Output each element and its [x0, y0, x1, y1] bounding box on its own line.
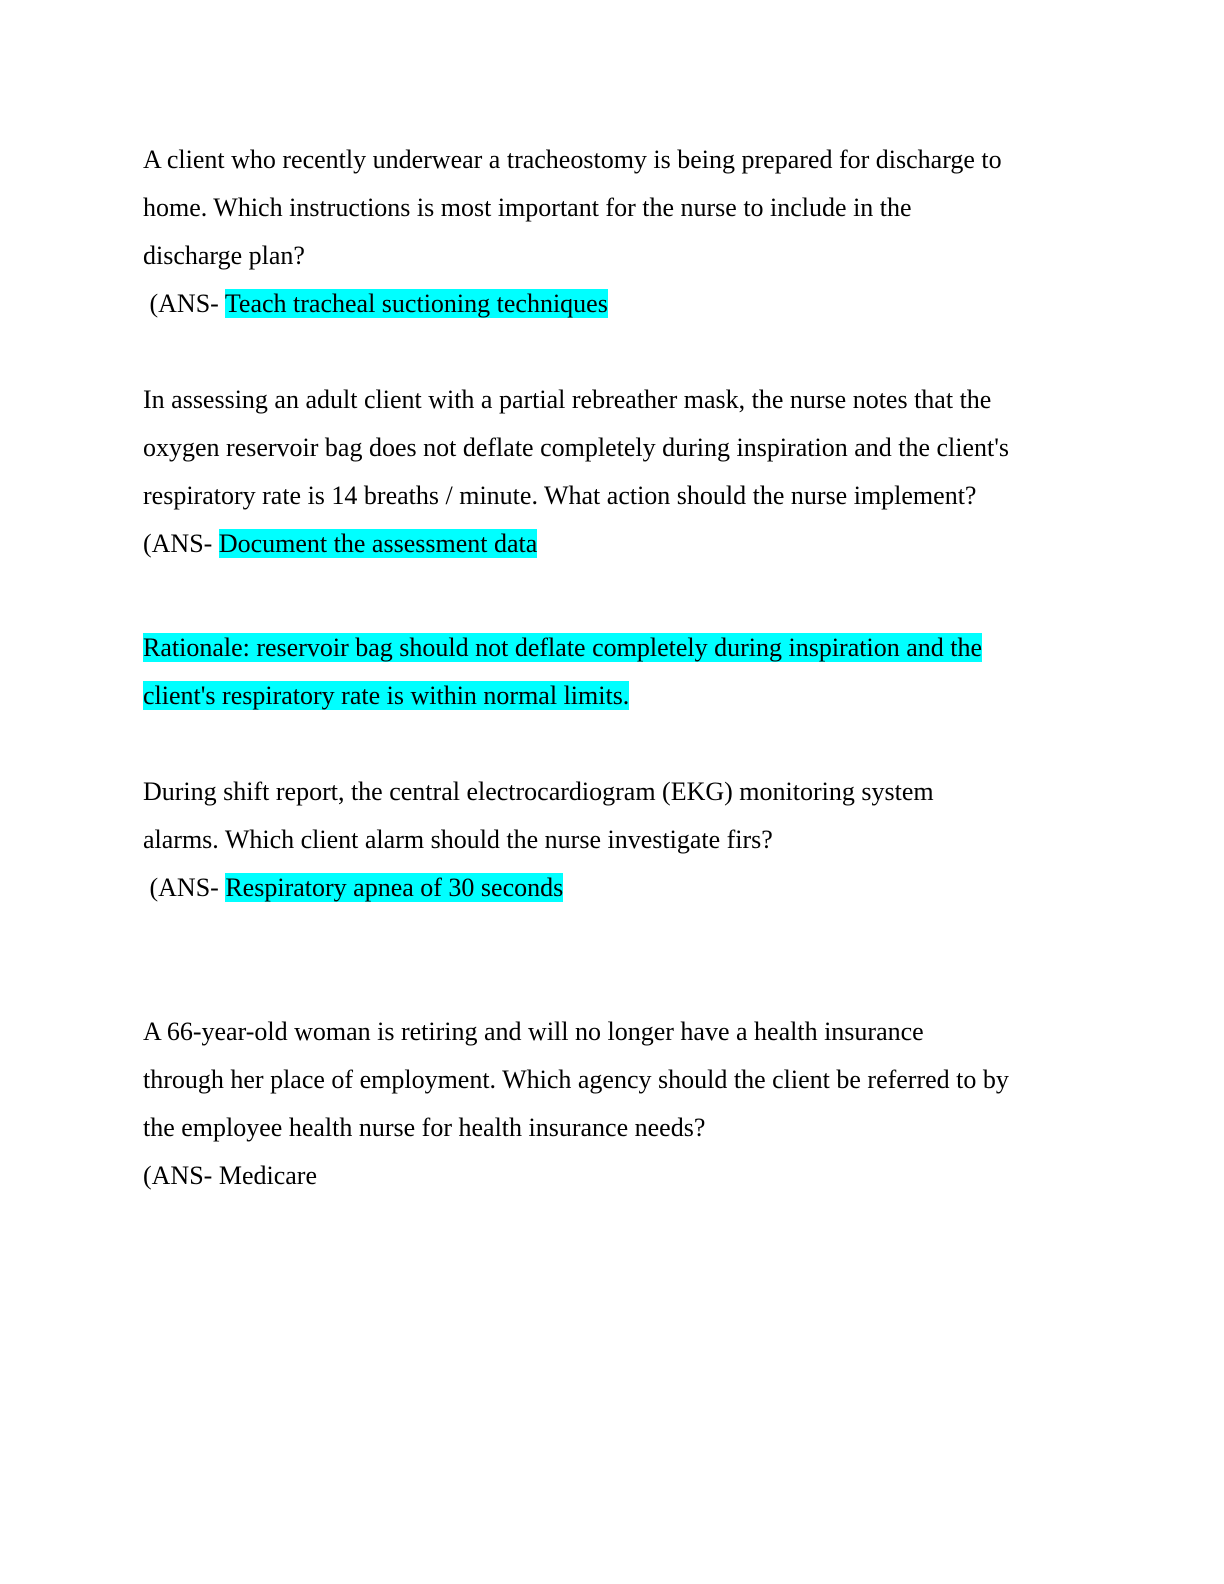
question-3-line-1: During shift report, the central electrocardiogram (EKG) monitoring system [143, 777, 934, 806]
rationale-line-2-highlight: client's respiratory rate is within normal limits. [143, 681, 630, 710]
question-1-line-2: home. Which instructions is most important for the nurse to include in the [143, 193, 912, 222]
answer-2 [143, 526, 537, 562]
question-2-line-2: oxygen reservoir bag does not deflate completely during inspiration and the client's [143, 433, 1010, 462]
question-1-line-1: A client who recently underwear a tracheostomy is being prepared for discharge to [143, 145, 1002, 174]
question-3-line-2: alarms. Which client alarm should the nurse investigate firs? [143, 825, 773, 854]
question-1-line-3: discharge plan? [143, 241, 305, 270]
answer-2-prefix: (ANS- [143, 529, 219, 558]
question-2-line-1: In assessing an adult client with a partial rebreather mask, the nurse notes that the [143, 385, 992, 414]
question-4-line-2: through her place of employment. Which agency should the client be referred to by [143, 1065, 1009, 1094]
rationale-line-2 [143, 678, 629, 714]
answer-2-highlight: Document the assessment data [218, 529, 538, 558]
rationale-line-1-highlight: Rationale: reservoir bag should not deflate completely during inspiration and the [143, 633, 982, 662]
answer-1-highlight: Teach tracheal suctioning techniques [224, 289, 608, 318]
answer-4: (ANS- Medicare [143, 1161, 317, 1190]
answer-3 [143, 870, 563, 906]
question-2-line-3: respiratory rate is 14 breaths / minute. What action should the nurse implement? [143, 481, 977, 510]
answer-1 [143, 286, 608, 322]
question-4-line-1: A 66-year-old woman is retiring and will no longer have a health insurance [143, 1017, 924, 1046]
answer-3-prefix: (ANS- [143, 873, 226, 902]
rationale-line-1 [143, 630, 982, 666]
answer-1-prefix: (ANS- [143, 289, 225, 318]
question-4-line-3: the employee health nurse for health insurance needs? [143, 1113, 706, 1142]
answer-3-highlight: Respiratory apnea of 30 seconds [225, 873, 564, 902]
